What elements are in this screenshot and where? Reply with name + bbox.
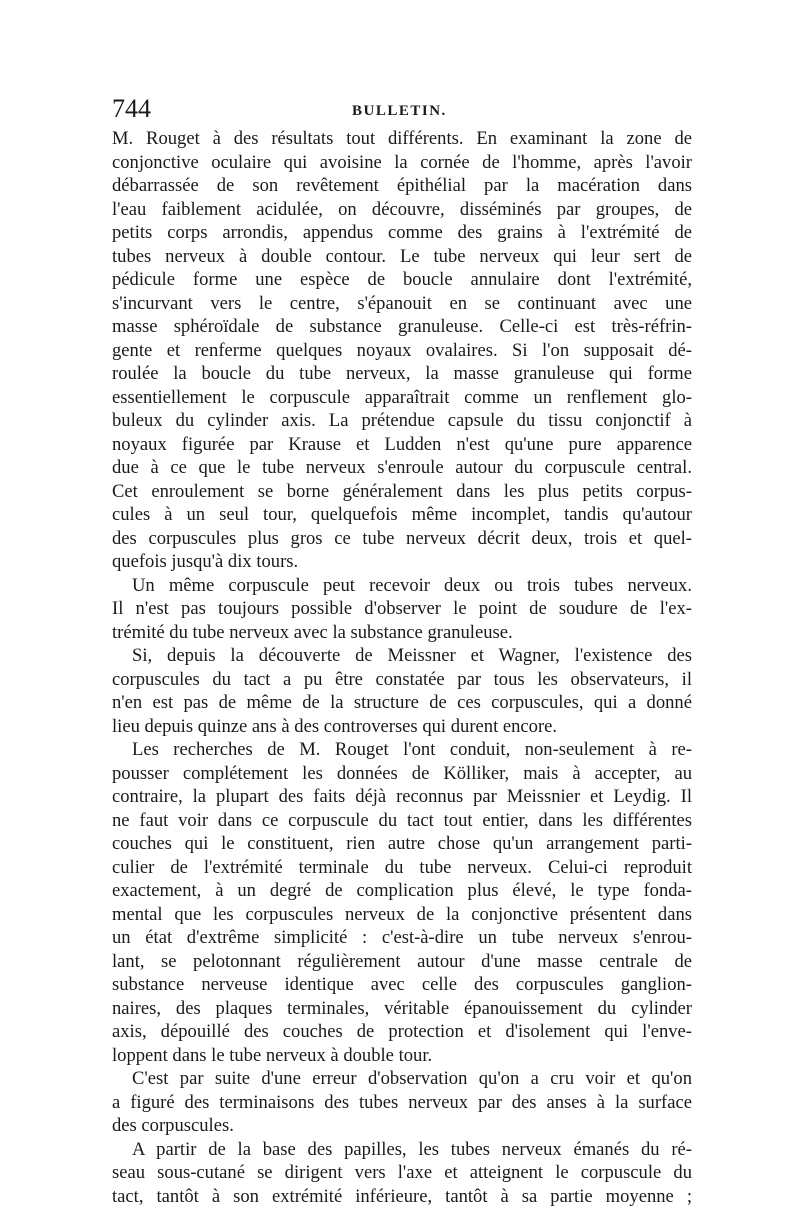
running-head: BULLETIN. <box>352 103 447 119</box>
page-header <box>112 94 702 124</box>
text-line: petits corps arrondis, appendus comme des grains à l'extrémité de <box>112 222 692 243</box>
text-line: axis, dépouillé des couches de protection et d'isolement qui l'enve- <box>112 1021 692 1042</box>
text-line: M. Rouget à des résultats tout différents. En examinant la zone de <box>112 128 692 149</box>
text-line: contraire, la plupart des faits déjà reconnus par Meissnier et Leydig. Il <box>112 786 692 807</box>
text-line: C'est par suite d'une erreur d'observation qu'on a cru voir et qu'on <box>132 1068 692 1089</box>
text-line: des corpuscules plus gros ce tube nerveux décrit deux, trois et quel- <box>112 527 692 549</box>
text-line: Cet enroulement se borne généralement dans les plus petits corpus- <box>112 480 692 502</box>
text-line: corpuscules du tact a pu être constatée par tous les observateurs, il <box>112 668 692 690</box>
text-line: trémité du tube nerveux avec la substance granuleuse. <box>112 621 513 643</box>
text-line: Il n'est pas toujours possible d'observer le point de soudure de l'ex- <box>112 598 692 619</box>
text-line: tubes nerveux à double contour. Le tube nerveux qui leur sert de <box>112 245 692 267</box>
text-line: lieu depuis quinze ans à des controverses qui durent encore. <box>112 715 558 737</box>
text-line: naires, des plaques terminales, véritable épanouissement du cylinder <box>112 997 692 1019</box>
text-line: roulée la boucle du tube nerveux, la masse granuleuse qui forme <box>112 363 692 384</box>
text-line: Un même corpuscule peut recevoir deux ou trois tubes nerveux. <box>132 574 692 596</box>
text-line: s'incurvant vers le centre, s'épanouit en se continuant avec une <box>112 292 692 314</box>
page-number: 744 <box>112 94 151 123</box>
text-line: A partir de la base des papilles, les tubes nerveux émanés du ré- <box>132 1138 692 1160</box>
text-line: exactement, à un degré de complication plus élevé, le type fonda- <box>112 880 692 901</box>
text-line: l'eau faiblement acidulée, on découvre, disséminés par groupes, de <box>112 198 692 220</box>
text-line: débarrassée de son revêtement épithélial par la macération dans <box>112 175 692 196</box>
text-line: pédicule forme une espèce de boucle annulaire dont l'extrémité, <box>112 269 692 290</box>
text-line: un état d'extrême simplicité : c'est-à-dire un tube nerveux s'enrou- <box>112 927 692 948</box>
text-line: essentiellement le corpuscule apparaîtrait comme un renflement glo- <box>112 386 692 408</box>
text-line: n'en est pas de même de la structure de ces corpuscules, qui a donné <box>112 692 692 713</box>
text-line: quefois jusqu'à dix tours. <box>112 551 299 572</box>
text-line: substance nerveuse identique avec celle des corpuscules ganglion- <box>112 974 692 995</box>
text-line: conjonctive oculaire qui avoisine la cornée de l'homme, après l'avoir <box>112 151 692 173</box>
text-line: due à ce que le tube nerveux s'enroule autour du corpuscule central. <box>112 457 692 478</box>
text-line: lant, se pelotonnant régulièrement autour d'une masse centrale de <box>112 950 692 972</box>
text-line: couches qui le constituent, rien autre chose qu'un arrangement parti- <box>112 833 692 854</box>
text-line: gente et renferme quelques noyaux ovalaires. Si l'on supposait dé- <box>112 339 692 361</box>
text-line: Les recherches de M. Rouget l'ont conduit, non-seulement à re- <box>132 739 692 760</box>
text-line: seau sous-cutané se dirigent vers l'axe et atteignent le corpuscule du <box>112 1162 692 1183</box>
body-text <box>112 127 692 1208</box>
text-line: masse sphéroïdale de substance granuleuse. Celle-ci est très-réfrin- <box>112 316 692 337</box>
text-line: noyaux figurée par Krause et Ludden n'est qu'une pure apparence <box>112 433 692 455</box>
text-line: tact, tantôt à son extrémité inférieure, tantôt à sa partie moyenne ; <box>112 1185 692 1207</box>
text-line: cules à un seul tour, quelquefois même incomplet, tandis qu'autour <box>112 504 692 525</box>
text-line: Si, depuis la découverte de Meissner et Wagner, l'existence des <box>132 645 692 666</box>
text-line: buleux du cylinder axis. La prétendue capsule du tissu conjonctif à <box>112 410 692 431</box>
text-line: culier de l'extrémité terminale du tube nerveux. Celui-ci reproduit <box>112 856 692 878</box>
text-line: pousser complétement les données de Kölliker, mais à accepter, au <box>112 762 692 784</box>
text-line: a figuré des terminaisons des tubes nerveux par des anses à la surface <box>112 1091 692 1113</box>
text-line: mental que les corpuscules nerveux de la conjonctive présentent dans <box>112 903 692 925</box>
text-line: ne faut voir dans ce corpuscule du tact tout entier, dans les différentes <box>112 809 692 831</box>
text-line: des corpuscules. <box>112 1115 234 1136</box>
text-line: loppent dans le tube nerveux à double tour. <box>112 1044 433 1066</box>
